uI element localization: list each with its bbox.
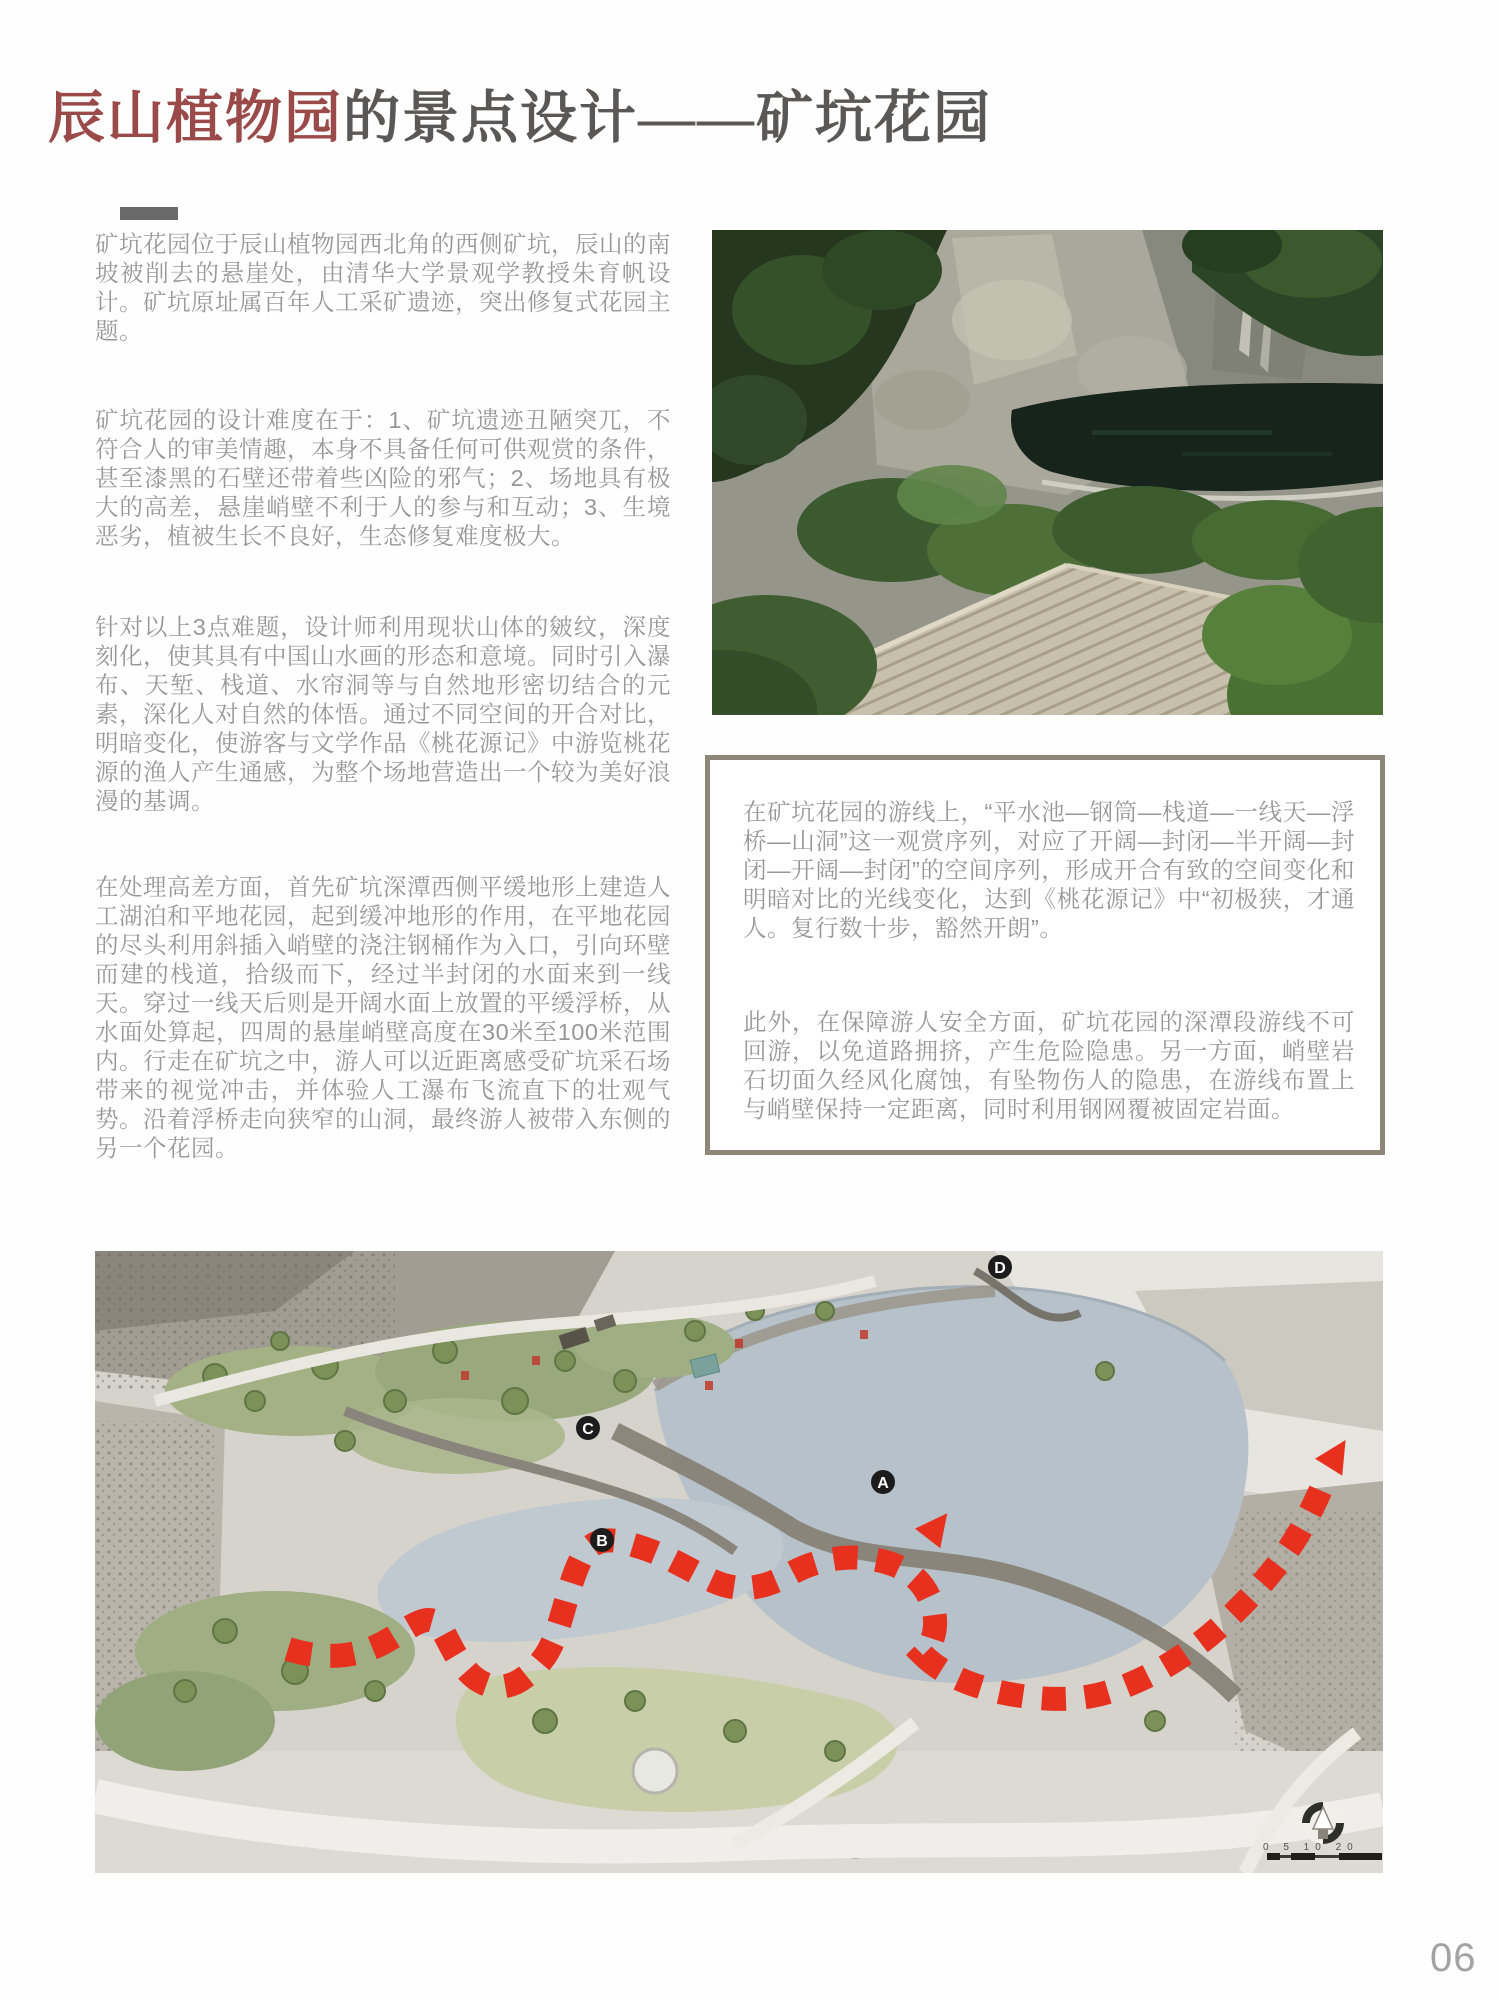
svg-text:C: C [582,1421,594,1438]
title-highlight: 辰山植物园 [48,87,343,150]
info-box [705,755,1385,1155]
info-box-paragraph-route: 在矿坑花园的游线上，“平水池—钢筒—栈道—一线天—浮桥—山洞”这一观赏序列，对应了开阔—封闭—半开阔—封闭—开阔—封闭”的空间序列，形成开合有致的空间变化和明暗对比的光线变化，达到《桃花源记》中“初极狭，才通人。复行数十步，豁然开朗”。 [743,799,1355,941]
svg-text:0 5 10 20: 0 5 10 20 [1263,1842,1359,1853]
paragraph-design-approach: 针对以上3点难题，设计师利用现状山体的皴纹，深度刻化，使其具有中国山水画的形态和意境。同时引入瀑布、天堑、栈道、水帘洞等与自然地形密切结合的元素，深化人对自然的体悟。通过不同空间的开合对比，明暗变化，使游客与文学作品《桃花源记》中游览桃花源的渔人产生通感，为整个场地营造出一个较为美好浪漫的基调。 [95,614,671,814]
info-box-paragraph-safety: 此外，在保障游人安全方面，矿坑花园的深潭段游线不可回游，以免道路拥挤，产生危险隐患。另一方面，峭壁岩石切面久经风化腐蚀，有坠物伤人的隐患，在游线布置上与峭壁保持一定距离，同时利用钢网覆被固定岩面。 [743,1009,1355,1122]
title-rest: 的景点设计——矿坑花园 [343,87,992,150]
page-title [48,88,992,151]
plan-marker-d [988,1255,1012,1279]
paragraph-design-difficulty: 矿坑花园的设计难度在于：1、矿坑遗迹丑陋突兀，不符合人的审美情趣，本身不具备任何可供观赏的条件，甚至漆黑的石壁还带着些凶险的邪气；2、场地具有极大的高差，悬崖峭壁不利于人的参与和互动；3、生境恶劣，植被生长不良好，生态修复难度极大。 [95,407,671,549]
svg-text:B: B [596,1533,608,1550]
svg-text:A: A [877,1475,889,1492]
page-number: 06 [1430,1936,1477,1980]
paragraph-elevation-handling: 在处理高差方面，首先矿坑深潭西侧平缓地形上建造人工湖泊和平地花园，起到缓冲地形的作用，在平地花园的尽头利用斜插入峭壁的浇注钢桶作为入口，引向环壁而建的栈道，拾级而下，经过半封闭的水面来到一线天。穿过一线天后则是开阔水面上放置的平缓浮桥，从水面处算起，四周的悬崖峭壁高度在30米至100米范围内。行走在矿坑之中，游人可以近距离感受矿坑采石场带来的视觉冲击，并体验人工瀑布飞流直下的壮观气势。沿着浮桥走向狭窄的山洞，最终游人被带入东侧的另一个花园。 [95,874,671,1161]
plan-marker-b [590,1528,614,1552]
site-plan [95,1251,1383,1873]
plan-marker-c [576,1416,600,1440]
svg-text:D: D [994,1260,1006,1277]
title-accent-bar [120,207,178,220]
round-pond [633,1749,677,1793]
quarry-garden-photo [712,230,1383,715]
north-arrow-icon [1302,1802,1344,1844]
paragraph-location: 矿坑花园位于辰山植物园西北角的西侧矿坑，辰山的南坡被削去的悬崖处，由清华大学景观学教授朱育帆设计。矿坑原址属百年人工采矿遗迹，突出修复式花园主题。 [95,231,671,344]
plan-marker-a [871,1470,895,1494]
